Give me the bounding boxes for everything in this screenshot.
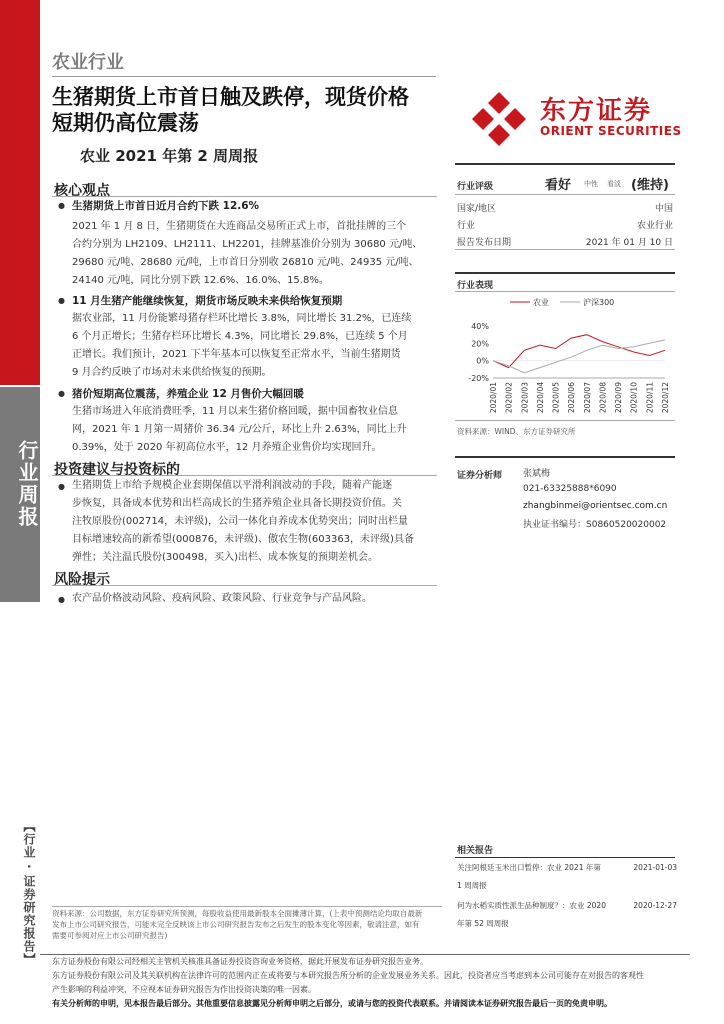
y-tick-label: 40% — [471, 322, 489, 331]
analyst-name: 张斌梅 — [523, 469, 551, 479]
performance-heading: 行业表现 — [457, 281, 494, 291]
related-item-title: 关注阿根廷玉米出口暂停：农业 2021 年第 — [457, 863, 601, 872]
rating-bottom-rule — [455, 249, 675, 250]
x-tick-label: 2020/07 — [582, 382, 592, 414]
x-tick-label: 2020/11 — [645, 382, 655, 414]
core-bullet-2-body — [72, 310, 442, 382]
disclaimer-line: 东方证券股份有限公司经相关主管机关核准具备证券投资咨询业务资格，据此开展发布证券研究报告业务。 — [52, 957, 428, 966]
risk-divider — [52, 585, 437, 586]
core-views-heading: 核心观点 — [54, 183, 110, 199]
y-tick-label: 20% — [471, 339, 489, 349]
rating-value: 看好 — [545, 178, 572, 193]
x-tick-label: 2020/10 — [629, 382, 639, 414]
disclaimer-line: 产生影响的利益冲突，不应视本证券研究报告为作出投资决策的唯一因素。 — [52, 985, 316, 994]
y-tick-label: -20% — [468, 374, 489, 383]
text-line: 0.39%，处于 2020 年初高位水平，12 月养殖企业售价均实现回升。 — [72, 442, 382, 453]
orient-logo-mark-icon — [470, 90, 528, 148]
text-line: 24140 元/吨，同比分别下跌 12.6%、16.0%、15.8%。 — [72, 275, 329, 286]
related-divider — [455, 857, 675, 858]
rating-row-key: 报告发布日期 — [457, 238, 512, 248]
report-title-line2: 短期仍高位震荡 — [52, 111, 199, 135]
x-tick-label: 2020/12 — [661, 382, 670, 414]
risk-body: 农产品价格波动风险、疫病风险、政策风险、行业竞争与产品风险。 — [72, 593, 372, 604]
footnote-line: 发布上市公司研究报告，可能未完全反映该上市公司研究报告发布之后发生的股本变化等因素，敬请注意，如有 — [52, 920, 420, 929]
bullet-icon: ● — [58, 201, 65, 210]
text-line: 2021 年 1 月 8 日，生猪期货在大连商品交易所正式上市，首批挂牌的三个 — [72, 221, 407, 232]
logo-chinese-name: 东方证券 — [540, 96, 653, 126]
related-item-title-cont: 1 周周报 — [457, 881, 487, 890]
text-line: 合约分别为 LH2109、LH2111、LH2201，挂牌基准价分别为 30680 元/吨、 — [72, 239, 423, 250]
core-bullet-1-title: 生猪期货上市首日近月合约下跌 12.6% — [72, 200, 260, 212]
bullet-icon: ● — [58, 595, 65, 604]
report-type-vertical-title: 行业周报 — [15, 440, 39, 528]
bullet-icon: ● — [58, 296, 65, 305]
text-line: 生猪市场进入年底消费旺季，11 月以来生猪价格回暖，据中国畜牧业信息 — [72, 406, 398, 417]
text-line: 6 个月正增长；生猪存栏环比增长 4.3%，同比增长 29.8%，已连续 5 个月 — [72, 331, 408, 342]
x-tick-label: 2020/04 — [535, 382, 545, 414]
rating-neutral: 中性 — [584, 180, 598, 188]
x-tick-label: 2020/08 — [598, 382, 608, 414]
x-tick-label: 2020/01 — [489, 382, 498, 414]
related-item[interactable] — [457, 862, 677, 892]
text-line: 据农业部，11 月份能繁母猪存栏环比增长 3.8%，同比增长 31.2%，已连续 — [72, 313, 412, 324]
disclaimer — [52, 955, 692, 1011]
analyst-label: 证券分析师 — [457, 471, 503, 481]
related-item-date: 2020-12-27 — [633, 901, 677, 910]
series-line — [493, 335, 665, 368]
performance-top-rule — [455, 272, 675, 274]
header-divider — [52, 76, 436, 77]
x-tick-label: 2020/06 — [567, 382, 577, 414]
text-line: 注牧原股份(002714，未评级)，公司一体化自养成本优势突出；同时出栏量 — [72, 516, 408, 527]
core-bullet-3-body — [72, 403, 442, 457]
bullet-icon: ● — [58, 482, 65, 491]
text-line: 步恢复，具备成本优势和出栏高成长的生猪养殖企业具备长期投资价值。关 — [72, 498, 402, 509]
rating-row-key: 国家/地区 — [457, 204, 497, 214]
related-item-title: 何为水稻实质性派生品种制度？：农业 2020 — [457, 901, 606, 910]
x-tick-label: 2020/03 — [520, 382, 530, 414]
footnote — [52, 908, 447, 941]
legend-label: 沪深300 — [583, 298, 615, 307]
sidebar — [0, 0, 40, 1024]
related-item-title-cont: 年第 52 周周报 — [457, 919, 509, 928]
rating-row-value: 农业行业 — [636, 221, 673, 231]
text-line: 正增长。我们预计，2021 下半年基本可以恢复至正常水平，当前生猪期货 — [72, 349, 401, 360]
risk-heading: 风险提示 — [54, 572, 110, 588]
chart-source: 资料来源：WIND、东方证券研究所 — [457, 427, 576, 436]
footnote-line: 需要可参阅对应上市公司研究报告) — [52, 931, 168, 940]
core-bullet-1-body — [72, 218, 442, 290]
text-line: 9 月合约反映了市场对未来供给恢复的预期。 — [72, 367, 272, 378]
report-category-label: 【行业 · 证券研究报告】 — [22, 820, 36, 966]
report-title — [52, 84, 442, 136]
related-item[interactable] — [457, 900, 677, 930]
rating-row-value: 2021 年 01 月 10 日 — [585, 238, 673, 248]
chart-bottom-rule — [455, 420, 675, 421]
footnote-rule — [52, 906, 442, 907]
investment-body — [72, 477, 442, 567]
analyst-license: 执业证书编号：S0860520020002 — [523, 520, 667, 530]
related-heading: 相关报告 — [457, 846, 494, 856]
industry-label: 农业行业 — [52, 52, 124, 73]
text-line: 网，2021 年 1 月第一周猪价 36.34 元/公斤，环比上升 2.63%，同比上升 — [72, 424, 407, 435]
bullet-icon: ● — [58, 389, 65, 398]
rating-top-rule — [455, 163, 675, 165]
company-logo — [470, 90, 695, 150]
rating-label: 行业评级 — [457, 182, 494, 192]
text-line: 目标增速较高的新希望(000876，未评级)、傲农生物(603363，未评级)具备 — [72, 534, 414, 545]
text-line: 生猪期货上市给予规模企业套期保值以平滑利润波动的手段，随着产能逐 — [72, 480, 392, 491]
text-line: 29680 元/吨、28680 元/吨，上市首日分别收 26810 元/吨、24935 元/吨、 — [72, 257, 419, 268]
report-title-line1: 生猪期货上市首日触及跌停，现货价格 — [52, 85, 409, 109]
sidebar-red-band — [0, 0, 40, 385]
y-tick-label: 0% — [476, 356, 489, 366]
core-bullet-3-title: 猪价短期高位震荡，养殖企业 12 月售价大幅回暖 — [72, 388, 304, 400]
legend-label: 农业 — [533, 298, 549, 307]
disclaimer-bold: 有关分析师的申明，见本报告最后部分。其他重要信息披露见分析师申明之后部分，或请与您的投资代表联系。并请阅读本证券研究报告最后一页的免责申明。 — [52, 999, 612, 1008]
industry-performance-chart — [455, 292, 677, 420]
rating-row-key: 行业 — [457, 221, 476, 231]
investment-divider — [52, 475, 437, 476]
core-bullet-2-title: 11 月生猪产能继续恢复，期货市场反映未来供给恢复预期 — [72, 295, 343, 307]
footnote-line: 资料来源：公司数据，东方证券研究所预测，每股收益使用最新股本全面摊薄计算，(上表中预测结论均取自最新 — [52, 909, 423, 918]
core-views-divider — [52, 196, 437, 197]
x-tick-label: 2020/05 — [551, 382, 561, 414]
analyst-top-rule — [455, 456, 675, 458]
x-tick-label: 2020/02 — [504, 382, 514, 414]
x-tick-label: 2020/09 — [614, 382, 624, 414]
analyst-email[interactable]: zhangbinmei@orientsec.com.cn — [523, 501, 668, 511]
rating-row-value: 中国 — [654, 204, 673, 214]
rating-maintain: (维持) — [631, 178, 669, 193]
analyst-phone: 021-63325888*6090 — [523, 484, 617, 494]
disclaimer-line: 东方证券股份有限公司及其关联机构在法律许可的范围内正在或将要与本研究报告所分析的企业发展业务关系。因此，投资者应当考虑到本公司可能存在对报告的客观性 — [52, 971, 644, 980]
rating-bearish: 看淡 — [607, 180, 621, 188]
related-item-date: 2021-01-03 — [633, 863, 677, 872]
text-line: 弹性；关注温氏股份(300498，买入)出栏、成本恢复的预期差机会。 — [72, 552, 378, 563]
report-subtitle: 农业 2021 年第 2 周周报 — [80, 147, 259, 165]
investment-heading: 投资建议与投资标的 — [54, 462, 180, 478]
logo-english-name: ORIENT SECURITIES — [540, 124, 682, 138]
rating-divider — [455, 194, 675, 195]
